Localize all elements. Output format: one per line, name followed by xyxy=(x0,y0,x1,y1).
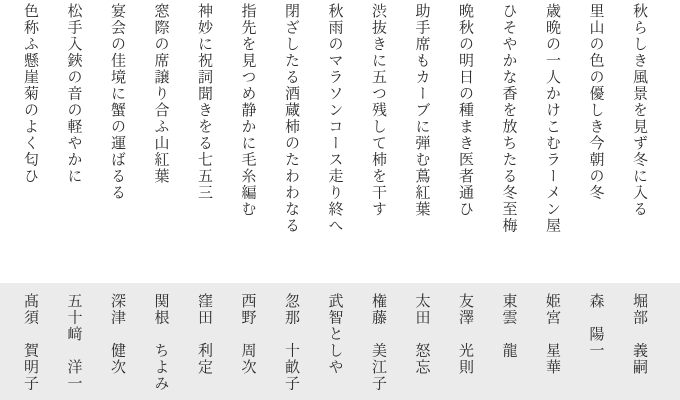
author-list xyxy=(23,293,647,397)
haiku-poem: 歳晩の一人かけこむラーメン屋 xyxy=(544,3,562,234)
author-name: 五十﨑 洋一 xyxy=(65,293,84,392)
author-name: 忽那 十畝子 xyxy=(283,293,301,392)
haiku-poem: 色称ふ懸崖菊のよく匂ひ xyxy=(22,3,40,185)
haiku-poem: 渋抜きに五つ残して柿を干す xyxy=(370,3,388,218)
haiku-poem: 閉ざしたる酒蔵柿のたわわなる xyxy=(283,3,301,234)
author-name: 関根 ちよみ xyxy=(152,293,171,392)
haiku-poem: 秋雨のマラソンコース走り終へ xyxy=(326,3,345,234)
author-name: 窪田 利定 xyxy=(196,293,214,376)
author-name: 東雲 龍 xyxy=(500,293,519,359)
author-name: 深津 健次 xyxy=(109,293,127,376)
author-name: 西野 周次 xyxy=(239,293,258,376)
author-name: 堀部 義嗣 xyxy=(631,293,649,376)
haiku-poem: 指先を見つめ静かに毛糸編む xyxy=(239,3,258,218)
haiku-poem: 窓際の席譲り合ふ山紅葉 xyxy=(152,3,171,185)
author-name: 太田 怒忘 xyxy=(413,293,432,376)
haiku-list xyxy=(23,3,647,281)
author-name: 森 陽一 xyxy=(587,293,606,359)
author-name: 髙須 賀明子 xyxy=(22,293,40,392)
haiku-poem: 助手席もカーブに弾む蔦紅葉 xyxy=(413,3,432,218)
author-name: 友澤 光則 xyxy=(457,293,475,376)
haiku-poem: 秋らしき風景を見ず冬に入る xyxy=(631,3,649,218)
haiku-poem: 宴会の佳境に蟹の運ばるる xyxy=(109,3,127,201)
haiku-poem: 晩秋の明日の種まき医者通ひ xyxy=(457,3,475,218)
haiku-poem: ひそやかな香を放ちたる冬至梅 xyxy=(500,3,519,234)
haiku-poem: 松手入鋏の音の軽やかに xyxy=(65,3,84,185)
author-name: 姫宮 星華 xyxy=(544,293,562,376)
haiku-poem: 里山の色の優しき今朝の冬 xyxy=(587,3,606,201)
author-name: 武智としや xyxy=(326,293,345,376)
author-name: 権藤 美江子 xyxy=(370,293,388,392)
haiku-poem: 神妙に祝詞聞きをる七五三 xyxy=(196,3,214,201)
